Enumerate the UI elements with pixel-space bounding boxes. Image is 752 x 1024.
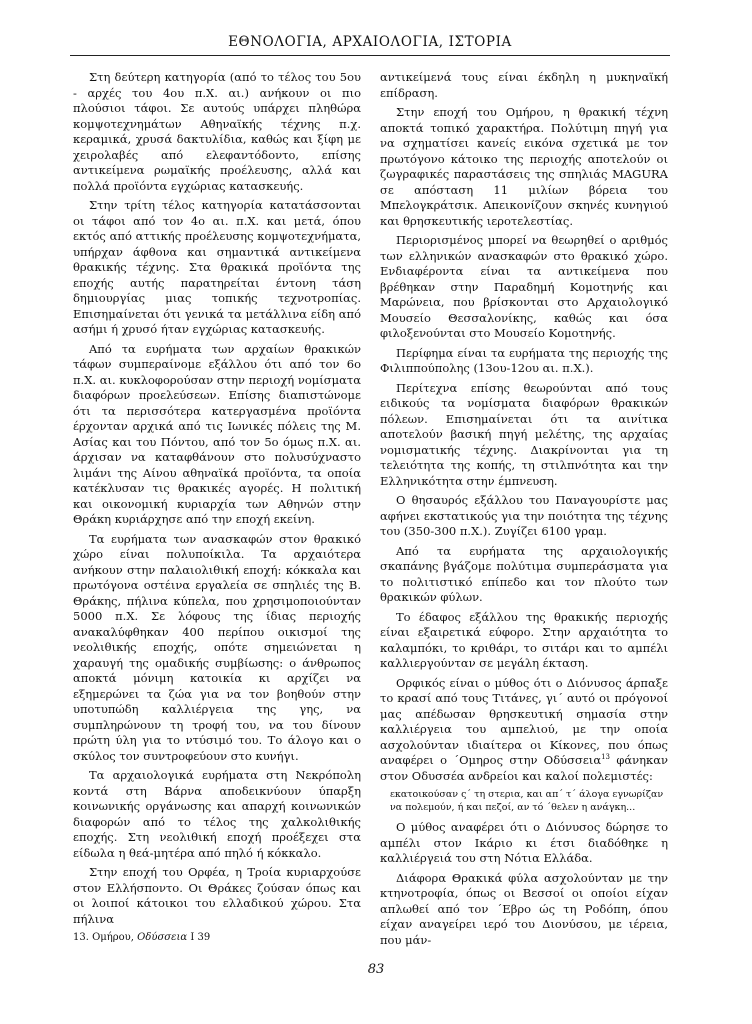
body-paragraph: Περίτεχνα επίσης θεωρούνται από τους ειδικούς τα νομίσματα διαφόρων θρακικών πόλεων. Επισημαίνεται ότι τα αινίτικα αποτελούν βασική πηγή μελέτης, της αρχαίας νομισματικής τέχνης. Διακρίνονται για τη τελειότητα της κοπής, τη στιλπνότητα και την Ελληνικότητα στην έμπνευση. xyxy=(380,380,668,488)
body-paragraph: Περιορισμένος μπορεί να θεωρηθεί ο αριθμός των ελληνικών ανασκαφών στο θρακικό χώρο. Ενδιαφέροντα είναι τα αντικείμενα που βρέθηκαν στην Παραδημή Κομοτηνής και Μαρώνεια, που βρίσκονται στο Αρχαιολογικό Μουσείο Θεσσαλονίκης, καθώς και όσα φιλοξενούνται στο Μουσείο Κομοτηνής. xyxy=(380,233,668,340)
body-paragraph-orpheus xyxy=(380,676,668,785)
footnote xyxy=(73,932,210,943)
verse-quote xyxy=(390,788,668,814)
page-number: 83 xyxy=(367,962,385,977)
body-paragraph: Ο μύθος αναφέρει ότι ο Διόνυσος δώρησε το αμπέλι στον Ικάριο κι έτσι διαδόθηκε η καλλιέργειά του στη Νότια Ελλάδα. xyxy=(380,820,668,865)
quote-line: εκατοικούσαν ς΄ τη στερια, και απ΄ τ΄ άλογα εγνωρίζαν xyxy=(390,789,664,800)
body-paragraph: Διάφορα Θρακικά φύλα ασχολούνταν με την κτηνοτροφία, όπως οι Βεσσοί οι οποίοι είχαν απλωθεί από τον ΄Εβρο ώς τη Ροδόπη, όπου είχαν αναγείρει ιερό του Διονύσου, με ιέρεια, που μάν- xyxy=(380,870,668,947)
body-paragraph: αντικείμενά τους είναι έκδηλη η μυκηναϊκή επίδραση. xyxy=(380,70,668,100)
body-paragraph: Ο θησαυρός εξάλλου του Παναγουρίστε μας αφήνει εκστατικούς για την ποιότητα της τέχνης του (350-300 π.Χ.). Ζυγίζει 6100 γραμ. xyxy=(380,493,668,538)
body-paragraph: Το έδαφος εξάλλου της θρακικής περιοχής είναι εξαιρετικά εύφορο. Στην αρχαιότητα το καλαμπόκι, το κριθάρι, το σιτάρι και το αμπέλι καλλιεργούνταν σε μεγάλη έκταση. xyxy=(380,609,668,670)
body-paragraph: Από τα ευρήματα των αρχαίων θρακικών τάφων συμπεραίνομε εξάλλου ότι από τον 6ο π.Χ. αι. κυκλοφορούσαν στην περιοχή νομίσματα διαφόρων προελεύσεων. Επίσης διαπιστώνομε ότι τα περισσότερα κατεργασμένα προϊόντα έρχονταν αρχικά από τις Ιωνικές πόλεις της Μ. Ασίας και του Πόντου, από τον 5ο όμως π.Χ. αι. άρχισαν να καταφθάνουν στο πολυσύχναστο λιμάνι της Αίνου αθηναϊκά προϊόντα, τα οποία κατέκλυσαν τις θρακικές αγορές. Η πολιτική και οικονομική κυριαρχία των Αθηνών στην Θράκη κυριάρχησε από την εποχή εκείνη. xyxy=(73,341,361,526)
footnote-text: Ομήρου, xyxy=(92,932,134,943)
body-paragraph: Στην τρίτη τέλος κατηγορία κατατάσσονται οι τάφοι από τον 4ο αι. π.Χ. και μετά, όπου εκτός από αττικής προέλευσης κομψοτεχνήματα, υπήρχαν άφθονα και σημαντικά αντικείμενα θρακικής τέχνης. Στα θρακικά προϊόντα της εποχής αυτής παρατηρείται έντονη τάση δημιουργίας μιας τοπικής τεχνοτροπίας. Επισημαίνεται ότι γενικά τα μετάλλινα είδη από ασήμι ή χρυσό ήταν εγχώριας κατασκευής. xyxy=(73,198,361,336)
body-paragraph: Στην εποχή του Ομήρου, η θρακική τέχνη αποκτά τοπικό χαρακτήρα. Πολύτιμη πηγή για να σχηματίσει κανείς εικόνα σχετικά με τον πρωτόγονο κάτοικο της περιοχής αποτελούν οι ζωγραφικές παραστάσεις της σπηλιάς MAGURA σε απόσταση 11 μιλίων βόρεια του Μπελογκράτσικ. Απεικονίζουν σκηνές κυνηγιού και θρησκευτικής ιεροτελεστίας. xyxy=(380,105,668,228)
paragraph-text: Ορφικός είναι ο μύθος ότι ο Διόνυσος άρπαξε το κρασί από τους Τιτάνες, γι΄ αυτό οι πρόγονοί μας απέδωσαν θρησκευτική σημασία στην καλλιέργεια του αμπελιού, με την οποία ασχολούνταν ιδιαίτερα οι Κίκονες, που όπως αναφέρει ο ΄Ομηρος στην Οδύσσεια xyxy=(380,675,668,767)
footnote-number: 13. xyxy=(73,932,89,943)
right-column xyxy=(380,70,668,952)
body-paragraph: Στη δεύτερη κατηγορία (από το τέλος του 5ου - αρχές του 4ου π.Χ. αι.) ανήκουν οι πιο πλούσιοι τάφοι. Σε αυτούς υπάρχει πληθώρα κομψοτεχνημάτων Αθηναϊκής τέχνης π.χ. κεραμικά, χρυσά δακτυλίδια, καθώς και ξίφη με χειρολαβές από ελεφαντόδοντο, επίσης αντικείμενα ρωμαϊκής προέλευσης, αλλά και πολλά προϊόντα εγχώριας κατασκευής. xyxy=(73,70,361,193)
paragraph-text: φάνηκαν στον Οδυσσέα ανδρείοι και καλοί πολεμιστές: xyxy=(380,753,668,783)
quote-line: να πολεμούν, ή και πεζοί, αν τό ΄θελεν η ανάγκη... xyxy=(390,802,636,813)
body-paragraph: Από τα ευρήματα της αρχαιολογικής σκαπάνης βγάζομε πολύτιμα συμπεράσματα για το πολιτιστικό επίπεδο και τον πλούτο των θρακικών φύλων. xyxy=(380,543,668,604)
body-paragraph: Τα ευρήματα των ανασκαφών στον θρακικό χώρο είναι πολυποίκιλα. Τα αρχαιότερα ανήκουν στην παλαιολιθική εποχή: κόκκαλα και πρωτόγονα οστέινα εργαλεία σε σπηλιές της Β. Θράκης, πήλινα κύπελα, που χρησιμοποιούνταν 5000 π.Χ. Σε λόφους της ίδιας περιοχής ανακαλύφθηκαν 400 περίπου οικισμοί της νεολιθικής εποχής, οπότε σημειώνεται η χαραυγή της ομαδικής συμβίωσης: ο άνθρωπος αποκτά μόνιμη κατοικία κι αρχίζει να εξημερώνει τα ζώα για να τον βοηθούν στην υποτυπώδη καλλιέργεια της γης, να συμπληρώνουν τη τροφή του, να του δίνουν πρώτη ύλη για το ντύσιμό του. Το άλογο και ο σκύλος τον συντροφεύουν στο κυνήγι. xyxy=(73,531,361,763)
left-column xyxy=(73,70,361,931)
footnote-ref: Ι 39 xyxy=(190,932,211,943)
body-paragraph: Στην εποχή του Ορφέα, η Τροία κυριαρχούσε στον Ελλήσποντο. Οι Θράκες ζούσαν όπως και οι λοιποί κάτοικοι του ελλαδικού χώρου. Στα πήλινα xyxy=(73,865,361,926)
body-paragraph: Περίφημα είναι τα ευρήματα της περιοχής της Φιλιππούπολης (13ου-12ου αι. π.Χ.). xyxy=(380,345,668,375)
body-paragraph: Τα αρχαιολογικά ευρήματα στη Νεκρόπολη κοντά στη Βάρνα αποδεικνύουν ύπαρξη κοινωνικής οργάνωσης και απαρχή κοινωνικών διαφορών από το τέλος της χαλκολιθικής εποχής. Στη νεολιθική εποχή προέξεχει στα είδωλα η θεά-μητέρα από πηλό ή κόκκαλο. xyxy=(73,768,361,860)
footnote-work: Οδύσσεια xyxy=(137,932,188,943)
header-rule xyxy=(70,55,670,56)
footnote-reference: 13 xyxy=(601,753,611,762)
running-header: ΕΘΝΟΛΟΓΙΑ, ΑΡΧΑΙΟΛΟΓΙΑ, ΙΣΤΟΡΙΑ xyxy=(228,34,512,50)
